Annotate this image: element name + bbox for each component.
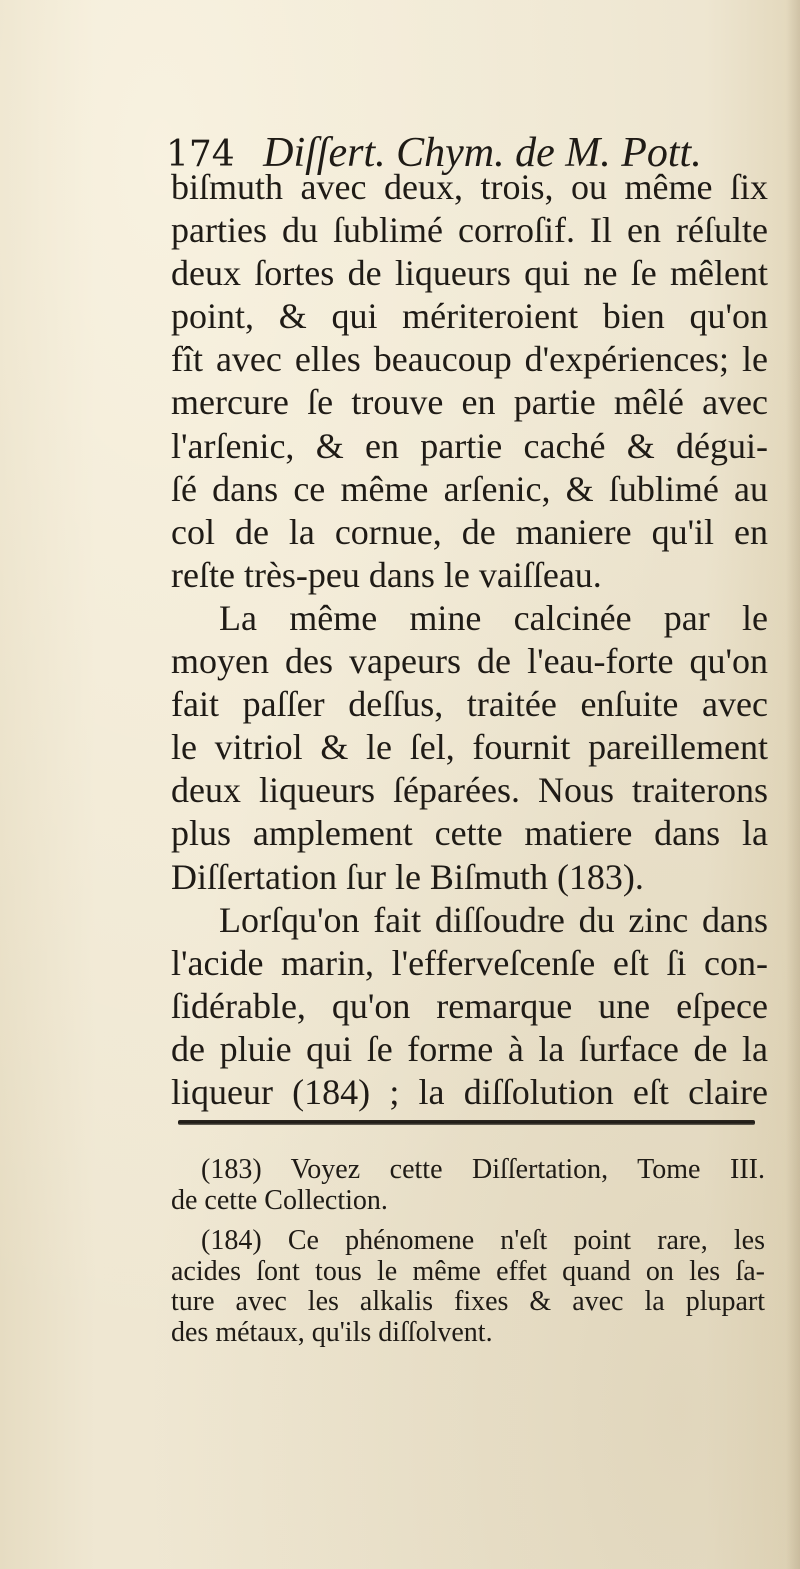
text-line: moyen des vapeurs de l'eau-forte qu'on: [171, 641, 768, 682]
text-line: de pluie qui ſe forme à la ſurface de la: [171, 1028, 768, 1069]
text-line: biſmuth avec deux, trois, ou même ſix: [171, 167, 768, 207]
footnote-line: de cette Collection.: [171, 1184, 388, 1216]
text-line: plus amplement cette matiere dans la: [171, 813, 768, 854]
text-line: reſte très-peu dans le vaiſſeau.: [171, 554, 602, 595]
text-line: point, & qui mériteroient bien qu'on: [171, 296, 768, 337]
text-line: parties du ſublimé corroſif. Il en réſulte: [171, 210, 768, 251]
footnote-line: acides ſont tous le même effet quand on les ſa-: [171, 1255, 765, 1287]
text-line: deux ſortes de liqueurs qui ne ſe mêlent: [171, 253, 768, 294]
text-line: La même mine calcinée par le: [219, 597, 768, 638]
footnote-184: [171, 1226, 765, 1348]
text-line: Diſſertation ſur le Biſmuth (183).: [171, 856, 644, 897]
footnote-divider: [178, 1120, 755, 1125]
text-line: le vitriol & le ſel, fournit pareillement: [171, 727, 768, 768]
page-number: 174: [166, 134, 235, 175]
main-text: [171, 166, 768, 1114]
text-line: l'arſenic, & en partie caché & dégui-: [171, 425, 768, 466]
running-head: Diſſert. Chym. de M. Pott.: [263, 130, 702, 176]
footnote-line: (184) Ce phénomene n'eſt point rare, les: [201, 1225, 765, 1256]
text-line: Lorſqu'on fait diſſoudre du zinc dans: [219, 899, 768, 940]
footnote-line: des métaux, qu'ils diſſolvent.: [171, 1316, 493, 1348]
page-edge-shadow: [786, 0, 800, 1569]
footnote-line: ture avec les alkalis fixes & avec la plupart: [171, 1286, 765, 1317]
text-line: l'acide marin, l'efferveſcenſe eſt ſi con-: [171, 942, 768, 983]
text-line: col de la cornue, de maniere qu'il en: [171, 511, 768, 552]
text-line: ſidérable, qu'on remarque une eſpece: [171, 985, 768, 1026]
text-line: fait paſſer deſſus, traitée enſuite avec: [171, 684, 768, 725]
text-line: mercure ſe trouve en partie mêlé avec: [171, 382, 768, 423]
text-line: fît avec elles beaucoup d'expériences; le: [171, 339, 768, 380]
text-line: liqueur (184) ; la diſſolution eſt claire: [171, 1071, 768, 1112]
text-line: ſé dans ce même arſenic, & ſublimé au: [171, 468, 768, 509]
text-line: deux liqueurs ſéparées. Nous traiterons: [171, 770, 768, 811]
footnote-183: [171, 1155, 765, 1216]
footnote-line: (183) Voyez cette Diſſertation, Tome III.: [201, 1154, 765, 1185]
footnotes: [171, 1155, 765, 1358]
